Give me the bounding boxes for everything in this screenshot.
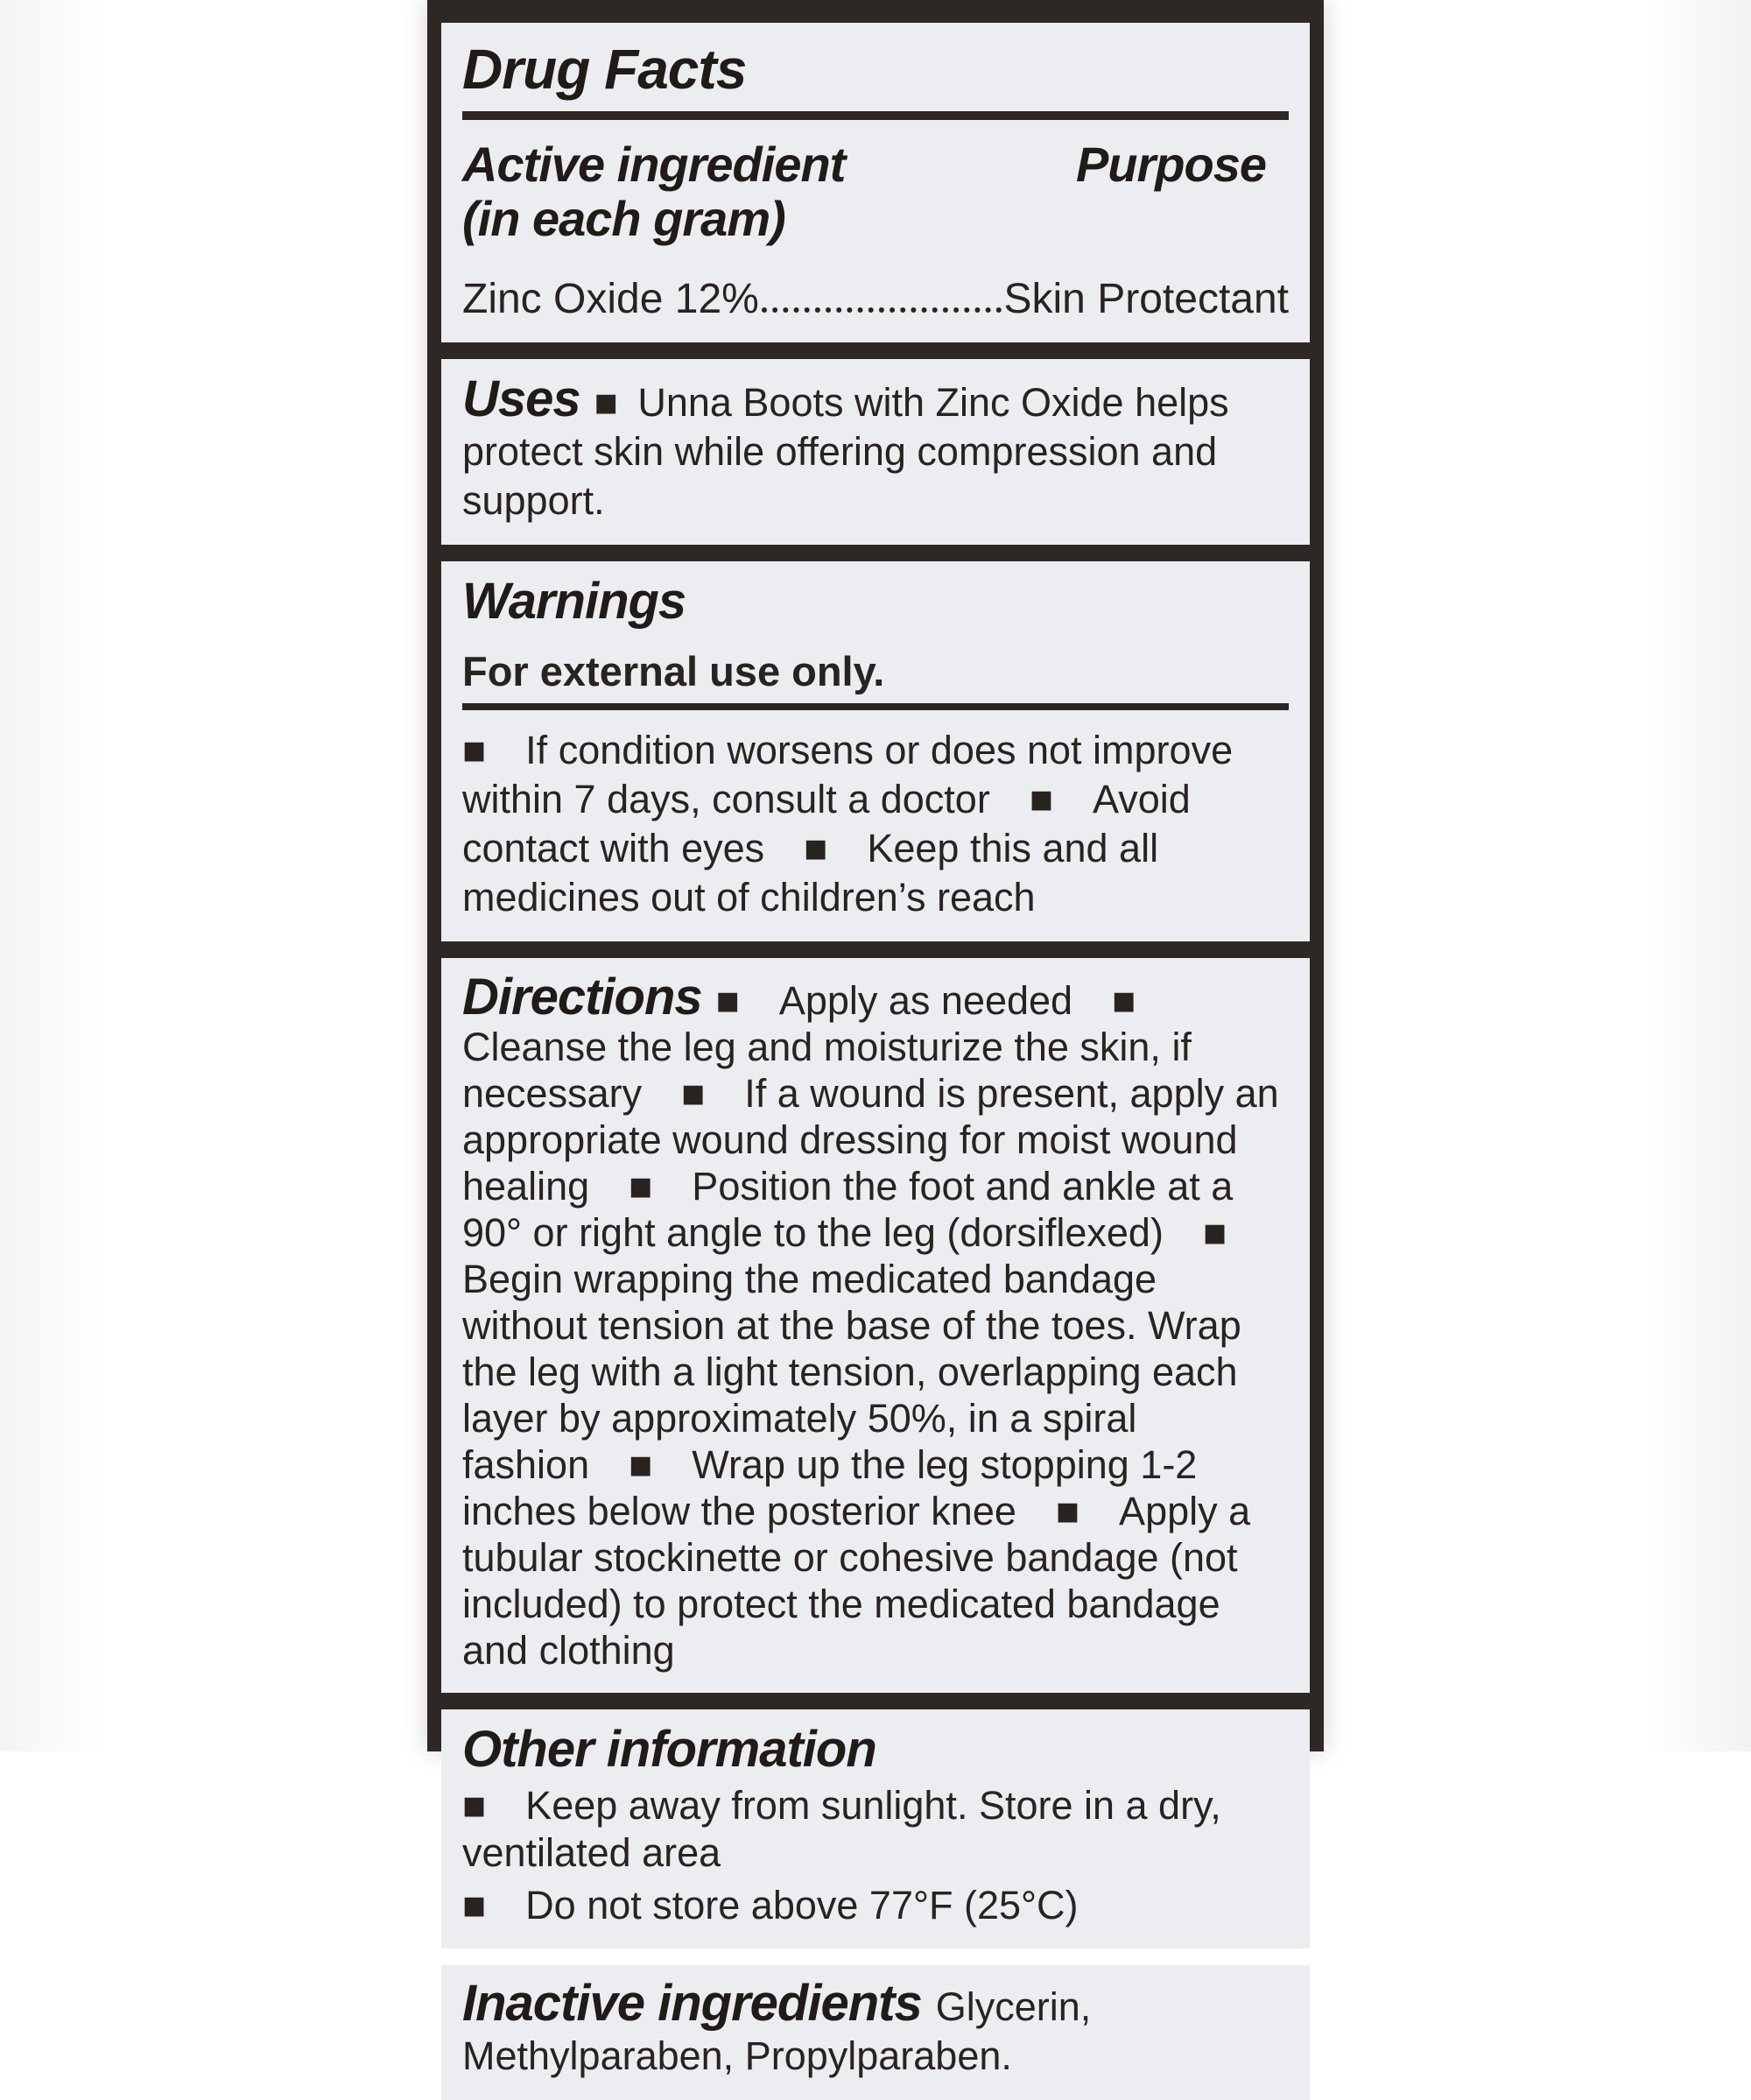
uses-heading: Uses	[462, 370, 580, 428]
ingredient-name: Zinc Oxide 12%	[462, 276, 759, 323]
other-information-heading: Other information	[462, 1720, 876, 1778]
inactive-ingredients-heading: Inactive ingredients	[462, 1975, 922, 2033]
active-ingredient-row	[462, 137, 1289, 245]
inactive-ingredients-panel	[441, 1965, 1310, 2100]
other-information-item: ■ Do not store above 77°F (25°C)	[462, 1883, 1079, 1928]
directions-panel	[441, 958, 1310, 1693]
active-ingredient-heading-block	[462, 137, 845, 245]
warnings-divider	[462, 703, 1289, 710]
directions-heading: Directions	[462, 968, 702, 1025]
header-panel	[441, 23, 1310, 342]
uses-paragraph	[462, 370, 1289, 525]
active-ingredient-subheading: (in each gram)	[462, 190, 785, 246]
directions-paragraph	[462, 968, 1289, 1674]
drug-facts-title: Drug Facts	[462, 38, 747, 101]
external-use-subheading: For external use only.	[462, 647, 885, 694]
other-information-item: ■ Keep away from sunlight. Store in a dry, ventilated area	[462, 1783, 1221, 1876]
inactive-ingredients-paragraph	[462, 1975, 1289, 2081]
drug-facts-label	[427, 0, 1324, 2079]
purpose-heading: Purpose	[1075, 137, 1266, 193]
ingredient-row	[462, 277, 1289, 323]
title-divider	[462, 111, 1289, 120]
directions-text: ■ Apply as needed ■ Cleanse the leg and moisturize the skin, if necessary ■ If a wound is present, apply an appropriate wound dressing for moist wound healing ■ Position the foot and ankle at a 90° or right angle to the leg (dorsiflexed) ■ Begin wrapping the medicated bandage without tension at the base of the toes. Wrap the leg with a light tension, overlapping each layer by approximately 50%, in a spiral fashion ■ Wrap up the leg stopping 1-2 inches below the posterior knee ■ Apply a tubular stockinette or cohesive bandage (not included) to protect the medicated bandage and clothing	[462, 977, 1279, 1673]
warnings-panel	[441, 561, 1310, 941]
warnings-body: ■ If condition worsens or does not improve within 7 days, consult a doctor ■ Avoid contact with eyes ■ Keep this and all medicines out of children’s reach	[462, 727, 1234, 920]
warnings-heading: Warnings	[462, 573, 686, 631]
active-ingredient-heading: Active ingredient	[462, 137, 846, 193]
inactive-ingredients-text: Glycerin, Methylparaben, Propylparaben.	[462, 1984, 1092, 2079]
dot-leader	[762, 307, 1002, 313]
ingredient-purpose: Skin Protectant	[1003, 276, 1289, 323]
uses-text: ■ Unna Boots with Zinc Oxide helps protect skin while offering compression and support.	[462, 380, 1229, 524]
other-information-panel	[441, 1709, 1310, 1949]
uses-panel	[441, 359, 1310, 545]
